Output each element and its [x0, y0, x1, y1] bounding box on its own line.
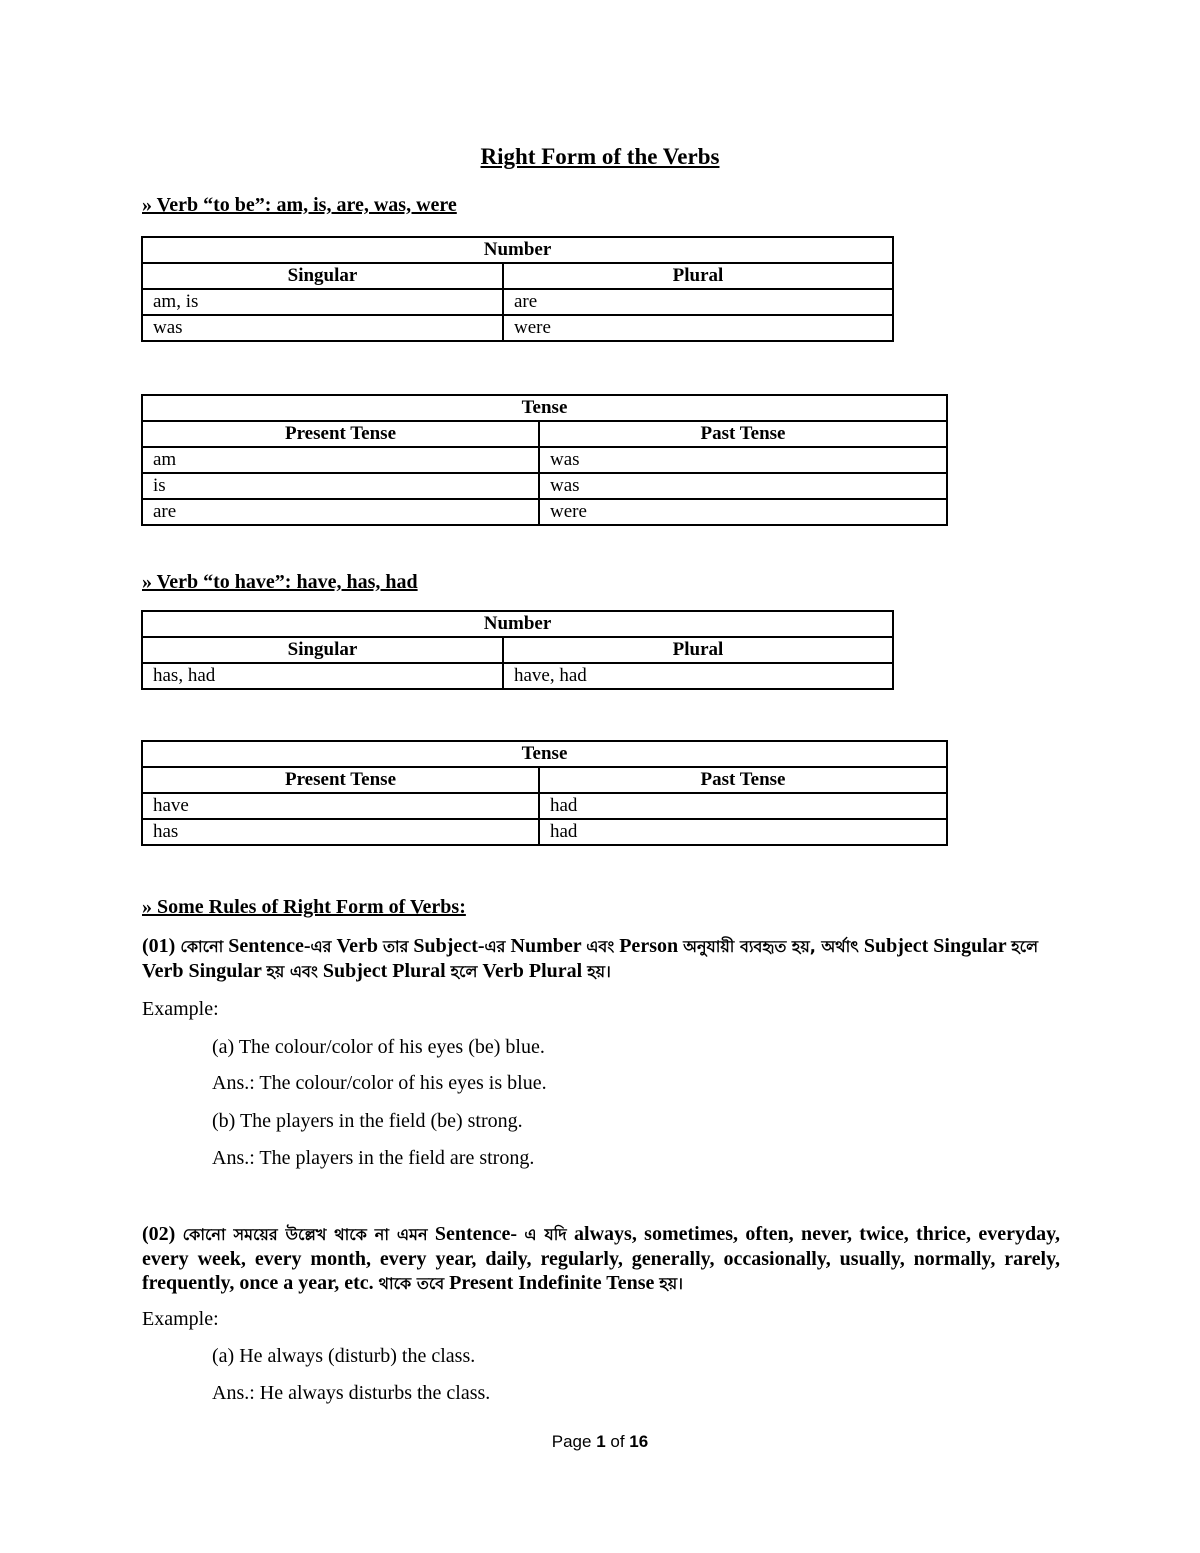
- rule-part-bangla: থাকে তবে: [378, 1274, 445, 1293]
- table-row: [142, 289, 893, 315]
- column-header: Present Tense: [142, 767, 539, 793]
- table-caption: Number: [142, 237, 893, 263]
- rule-part: Sentence-: [223, 935, 311, 957]
- to-have-tense-table: [141, 740, 948, 846]
- example-answer: Ans.: The colour/color of his eyes is blue.: [212, 1072, 547, 1094]
- rule-part: Sentence-: [427, 1223, 525, 1245]
- table-cell: am, is: [142, 289, 503, 315]
- rule-part: always, sometimes, often, never, twice, thrice, everyday, every week, every month, every year, daily, regularly, generally, occasionally, usually, normally, rarely, frequently, once a year, etc.: [142, 1223, 1061, 1294]
- table-cell: were: [539, 499, 947, 525]
- section-heading-to-be: » Verb “to be”: am, is, are, was, were: [142, 194, 457, 216]
- rule-part-bangla: এর: [484, 937, 506, 956]
- example-answer: Ans.: The players in the field are strong.: [212, 1147, 535, 1169]
- table-caption: Tense: [142, 741, 947, 767]
- table-row: [142, 447, 947, 473]
- to-have-number-table: [141, 610, 894, 690]
- rule-part: Verb: [331, 935, 383, 957]
- rule-part-bangla: হলে: [450, 962, 478, 981]
- table-row: [142, 819, 947, 845]
- table-cell: is: [142, 473, 539, 499]
- current-page: 1: [596, 1432, 606, 1451]
- rule-part-bangla: হলে: [1011, 937, 1039, 956]
- example-label: Example:: [142, 998, 219, 1020]
- rule-part-bangla: এবং: [586, 937, 615, 956]
- table-row: [142, 473, 947, 499]
- rule-part-bangla: হয়।: [659, 1274, 683, 1293]
- rule-part-bangla: হয়।: [587, 962, 611, 981]
- rule-part: (02): [142, 1223, 183, 1245]
- example-question: (b) The players in the field (be) strong.: [212, 1110, 523, 1132]
- rule-part: Subject Singular: [858, 935, 1012, 957]
- table-cell: was: [142, 315, 503, 341]
- rule-part-bangla: হয় এবং: [266, 962, 318, 981]
- column-header: Plural: [503, 637, 893, 663]
- rule-part-bangla: কোনো সময়ের উল্লেখ থাকে না এমন: [182, 1225, 428, 1244]
- rules-heading: » Some Rules of Right Form of Verbs:: [142, 896, 466, 918]
- table-cell: have, had: [503, 663, 893, 689]
- rule-part: Verb Plural: [477, 960, 588, 982]
- table-cell: was: [539, 473, 947, 499]
- table-cell: had: [539, 819, 947, 845]
- rule-01-text: [142, 934, 1060, 984]
- column-header: Singular: [142, 637, 503, 663]
- rule-part: Present Indefinite Tense: [444, 1272, 660, 1294]
- page-label: Page: [551, 1432, 597, 1451]
- table-cell: has, had: [142, 663, 503, 689]
- table-cell: had: [539, 793, 947, 819]
- table-cell: are: [142, 499, 539, 525]
- table-cell: are: [503, 289, 893, 315]
- table-cell: has: [142, 819, 539, 845]
- table-row: [142, 793, 947, 819]
- rule-part: Subject-: [408, 935, 485, 957]
- rule-part-bangla: তার: [382, 937, 409, 956]
- section-heading-to-have: » Verb “to have”: have, has, had: [142, 571, 418, 593]
- column-header: Singular: [142, 263, 503, 289]
- total-pages: 16: [629, 1432, 649, 1451]
- table-caption: Number: [142, 611, 893, 637]
- page-title: Right Form of the Verbs: [480, 144, 720, 169]
- to-be-tense-table: [141, 394, 948, 526]
- rule-part: Number: [505, 935, 587, 957]
- example-answer: Ans.: He always disturbs the class.: [212, 1382, 491, 1404]
- rule-part-bangla: অনুযায়ী ব্যবহৃত হয়, অর্থাৎ: [683, 937, 859, 956]
- table-cell: was: [539, 447, 947, 473]
- column-header: Past Tense: [539, 421, 947, 447]
- rule-part: Subject Plural: [317, 960, 451, 982]
- rule-part: (01): [142, 935, 181, 957]
- table-cell: have: [142, 793, 539, 819]
- rule-02-text: [142, 1222, 1060, 1296]
- table-cell: am: [142, 447, 539, 473]
- page-number: [0, 1432, 1200, 1452]
- rule-part-bangla: কোনো: [180, 937, 224, 956]
- example-question: (a) The colour/color of his eyes (be) blue.: [212, 1036, 545, 1058]
- rule-part: Person: [614, 935, 684, 957]
- rule-part-bangla: এর: [310, 937, 332, 956]
- column-header: Plural: [503, 263, 893, 289]
- rule-part-bangla: এ যদি: [524, 1225, 567, 1244]
- table-row: [142, 663, 893, 689]
- table-row: [142, 315, 893, 341]
- table-caption: Tense: [142, 395, 947, 421]
- table-cell: were: [503, 315, 893, 341]
- page-of-label: of: [605, 1432, 630, 1451]
- column-header: Past Tense: [539, 767, 947, 793]
- table-row: [142, 499, 947, 525]
- example-label: Example:: [142, 1308, 219, 1330]
- rule-part: Verb Singular: [142, 960, 267, 982]
- example-question: (a) He always (disturb) the class.: [212, 1345, 476, 1367]
- to-be-number-table: [141, 236, 894, 342]
- column-header: Present Tense: [142, 421, 539, 447]
